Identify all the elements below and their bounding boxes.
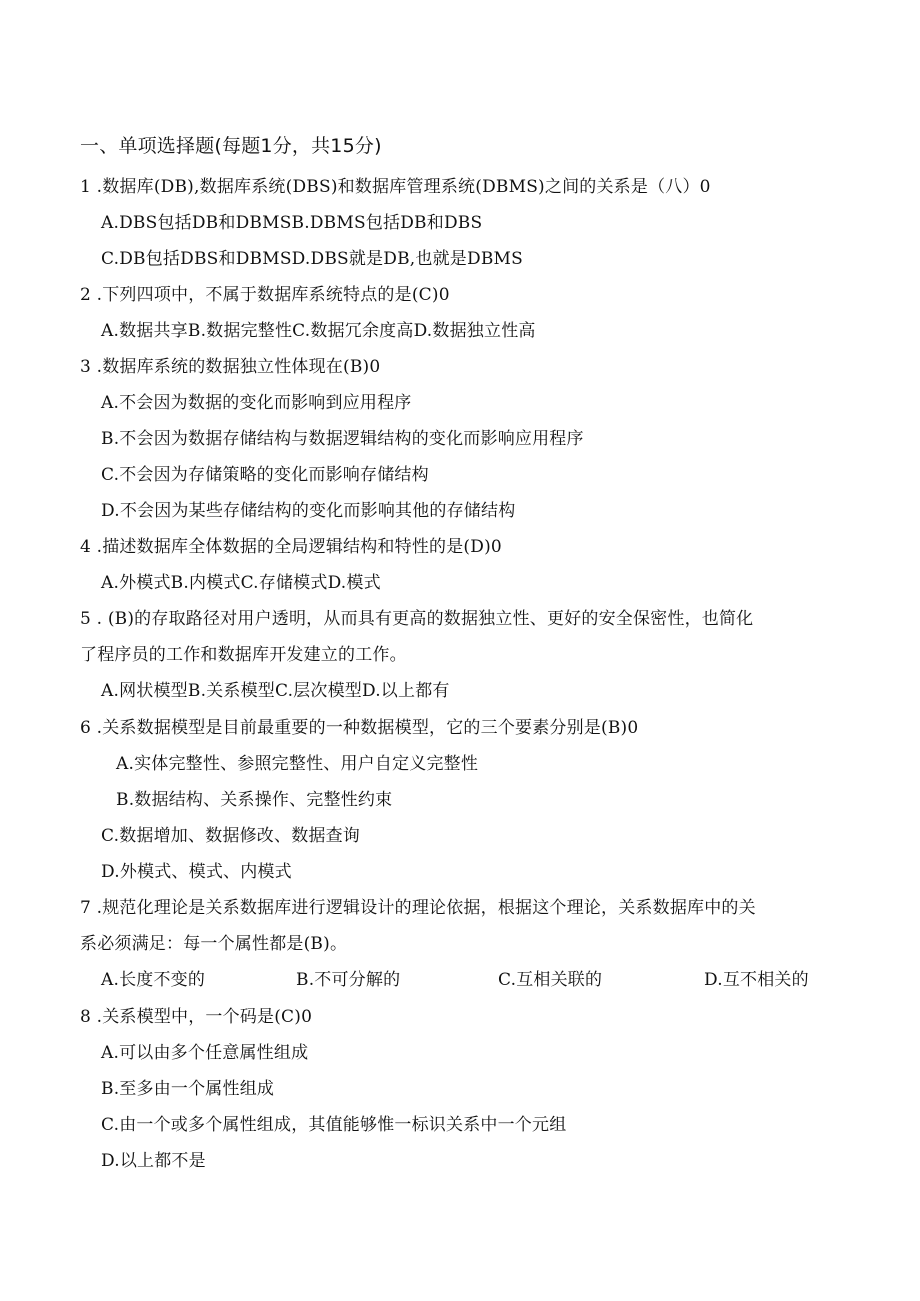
question-4-options: A.外模式B.内模式C.存储模式D.模式 [101, 573, 381, 593]
question-5-line-1: 5 . (B)的存取路径对用户透明，从而具有更高的数据独立性、更好的安全保密性，也简化 [80, 609, 754, 629]
question-3: 3 .数据库系统的数据独立性体现在(B)0 [80, 357, 381, 377]
question-6-option-c: C.数据增加、数据修改、数据查询 [101, 826, 361, 846]
question-2: 2 .下列四项中，不属于数据库系统特点的是(C)0 [80, 285, 450, 305]
question-6-option-b: B.数据结构、关系操作、完整性约束 [116, 790, 393, 810]
question-7-options [0, 965, 920, 995]
question-2-options: A.数据共享B.数据完整性C.数据冗余度高D.数据独立性高 [101, 321, 536, 341]
question-8-option-c: C.由一个或多个属性组成，其值能够惟一标识关系中一个元组 [101, 1115, 567, 1135]
question-1-options-ab: A.DBS包括DB和DBMSB.DBMS包括DB和DBS [101, 213, 483, 233]
question-7-option-b: B.不可分解的 [296, 970, 401, 990]
question-5-options: A.网状模型B.关系模型C.层次模型D.以上都有 [101, 681, 450, 701]
question-7-line-2: 系必须满足：每一个属性都是(B)。 [80, 934, 348, 954]
question-6: 6 .关系数据模型是目前最重要的一种数据模型，它的三个要素分别是(B)0 [80, 718, 639, 738]
question-1-options-cd: C.DB包括DBS和DBMSD.DBS就是DB,也就是DBMS [101, 249, 523, 269]
question-7-line-1: 7 .规范化理论是关系数据库进行逻辑设计的理论依据，根据这个理论，关系数据库中的关 [80, 898, 756, 918]
question-3-option-b: B.不会因为数据存储结构与数据逻辑结构的变化而影响应用程序 [101, 429, 584, 449]
question-1: 1 .数据库(DB),数据库系统(DBS)和数据库管理系统(DBMS)之间的关系是（八）0 [80, 177, 711, 197]
question-3-option-d: D.不会因为某些存储结构的变化而影响其他的存储结构 [101, 501, 516, 521]
question-5-line-2: 了程序员的工作和数据库开发建立的工作。 [80, 645, 407, 665]
question-3-option-a: A.不会因为数据的变化而影响到应用程序 [101, 393, 412, 413]
question-8-option-a: A.可以由多个任意属性组成 [101, 1043, 309, 1063]
question-7-option-a: A.长度不变的 [101, 970, 206, 990]
question-4: 4 .描述数据库全体数据的全局逻辑结构和特性的是(D)0 [80, 537, 502, 557]
question-8-option-d: D.以上都不是 [101, 1151, 206, 1171]
question-3-option-c: C.不会因为存储策略的变化而影响存储结构 [101, 465, 429, 485]
question-6-option-d: D.外模式、模式、内模式 [101, 862, 292, 882]
question-7-option-c: C.互相关联的 [498, 970, 603, 990]
section-title: 一、单项选择题(每题1分，共15分) [80, 135, 382, 157]
question-8: 8 .关系模型中，一个码是(C)0 [80, 1007, 313, 1027]
question-6-option-a: A.实体完整性、参照完整性、用户自定义完整性 [116, 754, 479, 774]
question-7-option-d: D.互不相关的 [704, 970, 809, 990]
question-8-option-b: B.至多由一个属性组成 [101, 1079, 275, 1099]
